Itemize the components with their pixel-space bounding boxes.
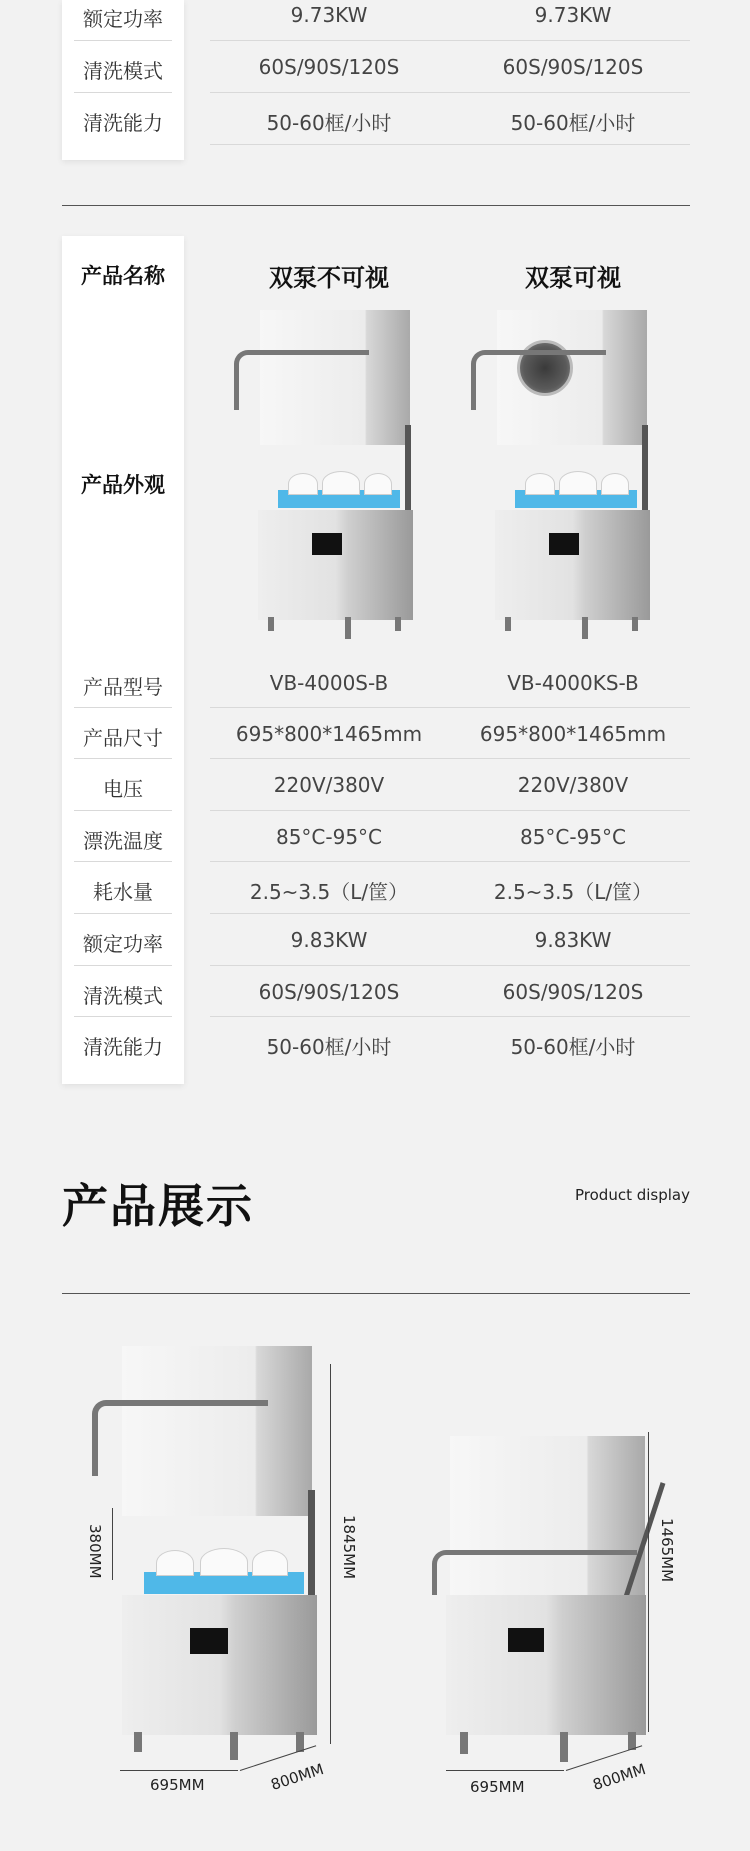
- dim-height: 1465MM: [658, 1518, 676, 1583]
- row-label: 清洗能力: [83, 111, 163, 135]
- row-value: 85°C-95°C: [275, 825, 383, 849]
- display-image-left: [80, 1340, 370, 1780]
- row-label: 额定功率: [83, 7, 163, 31]
- dim-depth: 800MM: [268, 1760, 326, 1794]
- row-value: VB-4000S-B: [269, 671, 389, 695]
- row-divider: [210, 92, 690, 93]
- row-divider: [210, 861, 690, 862]
- row-divider: [210, 965, 690, 966]
- dim-line: [446, 1770, 564, 1771]
- row-divider: [74, 40, 172, 41]
- row-label: 电压: [103, 777, 143, 801]
- row-divider: [74, 965, 172, 966]
- row-value: 50-60框/小时: [266, 1035, 392, 1059]
- row-divider: [74, 1016, 172, 1017]
- dim-height-opening: 380MM: [86, 1524, 104, 1579]
- product-image-a: [230, 305, 430, 645]
- row-label: 额定功率: [83, 932, 163, 956]
- row-value: 60S/90S/120S: [258, 55, 400, 79]
- row-value: 9.73KW: [290, 3, 368, 27]
- product-image-b: [467, 305, 667, 645]
- product-name-b: 双泵可视: [525, 264, 621, 292]
- dim-line: [112, 1508, 113, 1580]
- row-value: 9.73KW: [534, 3, 612, 27]
- row-value: 9.83KW: [290, 928, 368, 952]
- product-name-label: 产品名称: [81, 264, 165, 288]
- row-divider: [210, 810, 690, 811]
- row-divider: [74, 707, 172, 708]
- row-label: 漂洗温度: [83, 829, 163, 853]
- dim-depth: 800MM: [590, 1760, 648, 1794]
- row-divider: [74, 913, 172, 914]
- row-divider: [210, 40, 690, 41]
- row-value: 50-60框/小时: [510, 111, 636, 135]
- row-label: 耗水量: [93, 880, 153, 904]
- product-appearance-label: 产品外观: [81, 473, 165, 497]
- row-value: VB-4000KS-B: [507, 671, 639, 695]
- section-title: 产品展示: [62, 1179, 254, 1233]
- row-divider: [210, 758, 690, 759]
- row-divider: [74, 810, 172, 811]
- row-divider: [210, 1016, 690, 1017]
- dim-width: 695MM: [470, 1778, 525, 1796]
- row-value: 60S/90S/120S: [502, 55, 644, 79]
- row-divider: [74, 92, 172, 93]
- row-label: 产品型号: [83, 675, 163, 699]
- row-value: 695*800*1465mm: [479, 722, 667, 746]
- row-value: 60S/90S/120S: [502, 980, 644, 1004]
- row-value: 85°C-95°C: [519, 825, 627, 849]
- row-value: 695*800*1465mm: [235, 722, 423, 746]
- section-divider: [62, 1293, 690, 1294]
- section-divider: [62, 205, 690, 206]
- row-divider: [74, 758, 172, 759]
- row-label: 清洗能力: [83, 1035, 163, 1059]
- row-value: 50-60框/小时: [510, 1035, 636, 1059]
- row-divider: [210, 144, 690, 145]
- row-value: 220V/380V: [517, 773, 629, 797]
- row-label: 清洗模式: [83, 59, 163, 83]
- row-divider: [210, 707, 690, 708]
- row-value: 50-60框/小时: [266, 111, 392, 135]
- row-label: 清洗模式: [83, 984, 163, 1008]
- row-value: 2.5~3.5（L/筐）: [249, 880, 409, 904]
- row-value: 9.83KW: [534, 928, 612, 952]
- row-value: 220V/380V: [273, 773, 385, 797]
- row-value: 2.5~3.5（L/筐）: [493, 880, 653, 904]
- row-divider: [74, 861, 172, 862]
- product-name-a: 双泵不可视: [269, 264, 389, 292]
- row-divider: [210, 913, 690, 914]
- display-image-right: [430, 1430, 670, 1770]
- dim-width: 695MM: [150, 1776, 205, 1794]
- dim-height-total: 1845MM: [340, 1515, 358, 1580]
- section-subtitle: Product display: [575, 1186, 690, 1204]
- row-label: 产品尺寸: [83, 726, 163, 750]
- dim-line: [648, 1432, 649, 1732]
- row-value: 60S/90S/120S: [258, 980, 400, 1004]
- dim-line: [330, 1364, 331, 1744]
- dim-line: [120, 1770, 238, 1771]
